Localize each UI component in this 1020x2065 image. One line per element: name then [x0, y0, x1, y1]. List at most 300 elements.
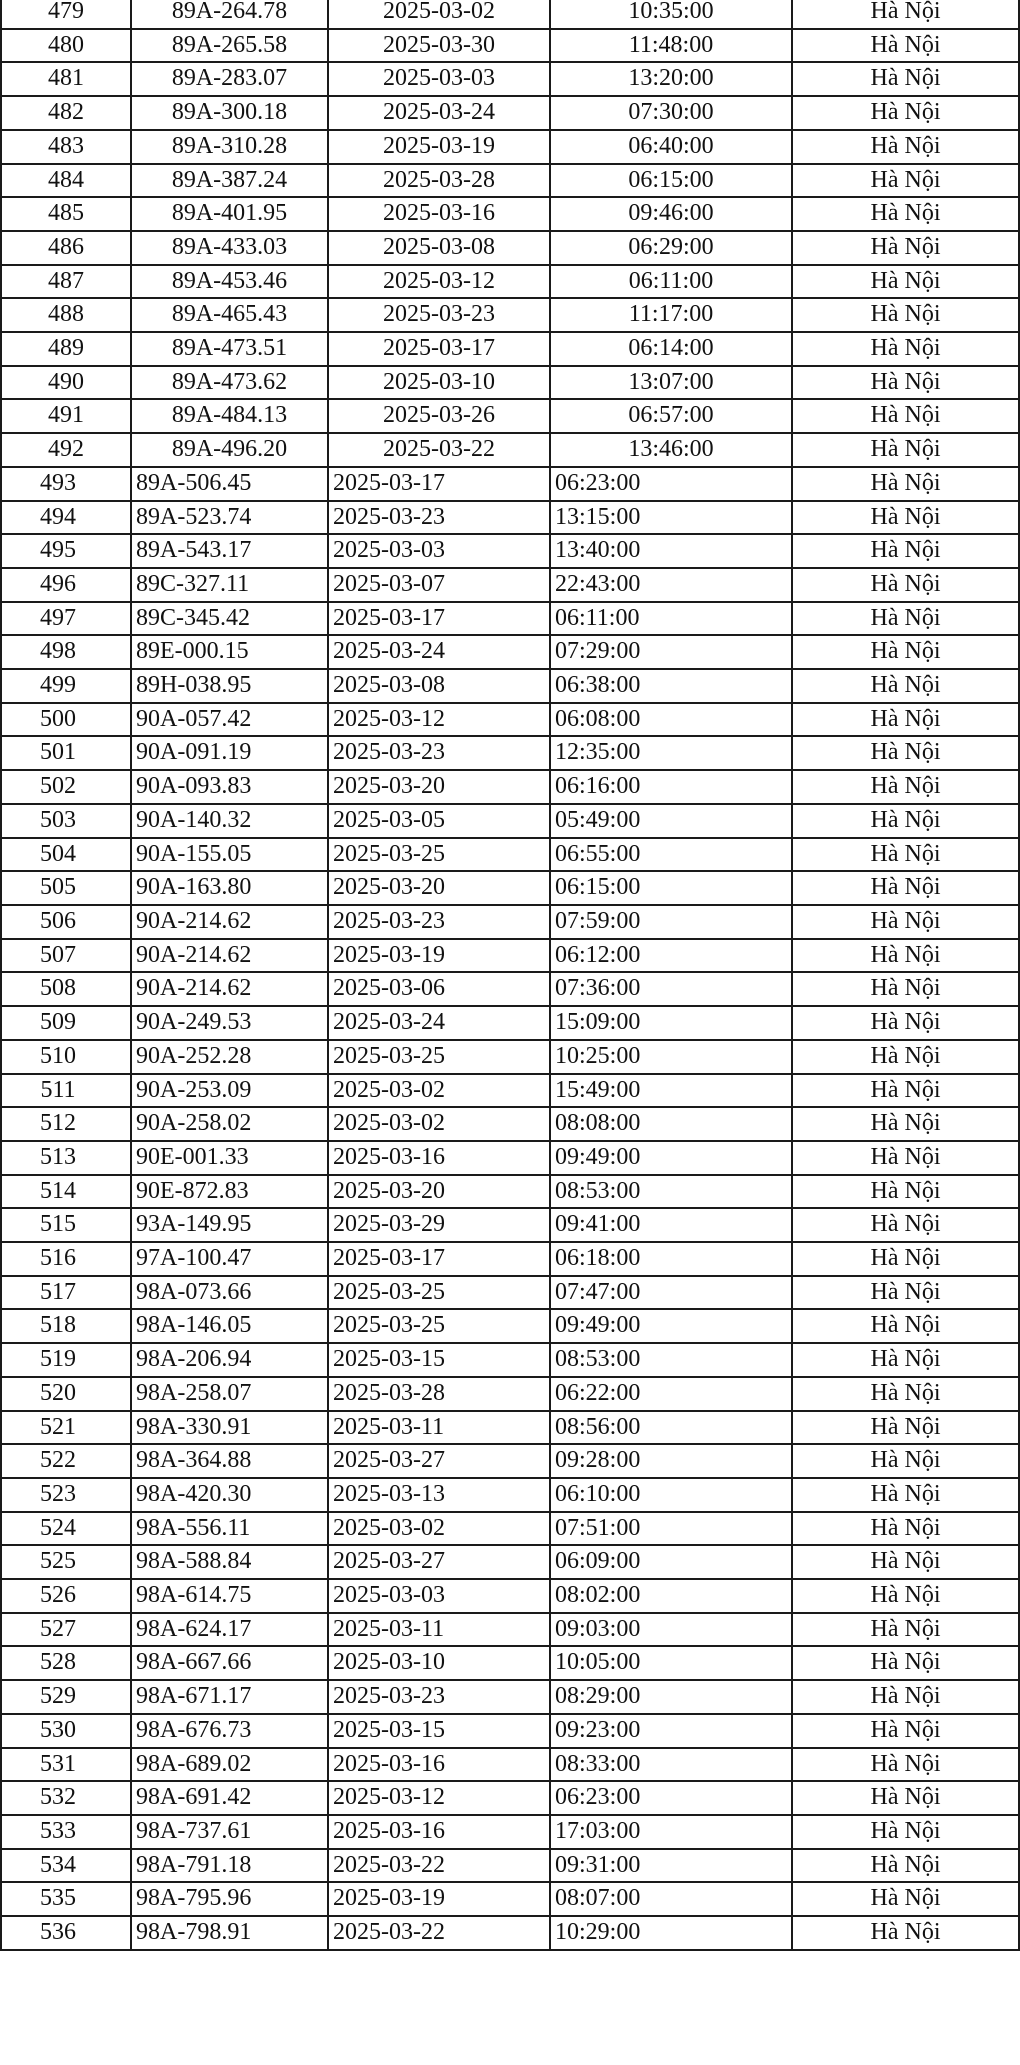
cell-stt: 532: [1, 1781, 131, 1815]
cell-date: 2025-03-15: [328, 1343, 550, 1377]
cell-time: 06:23:00: [550, 467, 792, 501]
cell-time: 08:53:00: [550, 1343, 792, 1377]
cell-plate-number: 89A-387.24: [131, 164, 328, 198]
cell-province: Hà Nội: [792, 736, 1019, 770]
cell-date: 2025-03-02: [328, 1074, 550, 1108]
cell-province: Hà Nội: [792, 1478, 1019, 1512]
cell-stt: 531: [1, 1748, 131, 1782]
cell-time: 09:46:00: [550, 197, 792, 231]
cell-time: 09:49:00: [550, 1141, 792, 1175]
cell-stt: 530: [1, 1714, 131, 1748]
cell-plate-number: 90A-214.62: [131, 972, 328, 1006]
cell-plate-number: 89A-523.74: [131, 501, 328, 535]
cell-time: 06:57:00: [550, 399, 792, 433]
cell-stt: 492: [1, 433, 131, 467]
cell-province: Hà Nội: [792, 62, 1019, 96]
table-row: [1, 972, 1019, 1006]
cell-date: 2025-03-06: [328, 972, 550, 1006]
cell-stt: 527: [1, 1613, 131, 1647]
cell-stt: 518: [1, 1309, 131, 1343]
cell-time: 07:36:00: [550, 972, 792, 1006]
cell-stt: 517: [1, 1276, 131, 1310]
cell-stt: 488: [1, 298, 131, 332]
cell-time: 08:56:00: [550, 1411, 792, 1445]
cell-time: 13:07:00: [550, 366, 792, 400]
cell-province: Hà Nội: [792, 1040, 1019, 1074]
cell-stt: 501: [1, 736, 131, 770]
cell-province: Hà Nội: [792, 433, 1019, 467]
cell-province: Hà Nội: [792, 1242, 1019, 1276]
cell-date: 2025-03-23: [328, 501, 550, 535]
cell-time: 13:46:00: [550, 433, 792, 467]
cell-date: 2025-03-16: [328, 197, 550, 231]
cell-plate-number: 98A-364.88: [131, 1444, 328, 1478]
table-row: [1, 29, 1019, 63]
cell-stt: 502: [1, 770, 131, 804]
table-row: [1, 1377, 1019, 1411]
table-row: [1, 1276, 1019, 1310]
cell-stt: 508: [1, 972, 131, 1006]
cell-date: 2025-03-17: [328, 332, 550, 366]
cell-stt: 514: [1, 1175, 131, 1209]
cell-time: 10:05:00: [550, 1646, 792, 1680]
cell-province: Hà Nội: [792, 1141, 1019, 1175]
table-row: [1, 1309, 1019, 1343]
cell-date: 2025-03-03: [328, 534, 550, 568]
table-row: [1, 1714, 1019, 1748]
cell-stt: 490: [1, 366, 131, 400]
cell-province: Hà Nội: [792, 1377, 1019, 1411]
cell-province: Hà Nội: [792, 1444, 1019, 1478]
cell-province: Hà Nội: [792, 1849, 1019, 1883]
cell-plate-number: 89A-473.51: [131, 332, 328, 366]
table-row: [1, 838, 1019, 872]
cell-plate-number: 98A-795.96: [131, 1882, 328, 1916]
cell-province: Hà Nội: [792, 1882, 1019, 1916]
cell-time: 06:12:00: [550, 939, 792, 973]
cell-stt: 510: [1, 1040, 131, 1074]
cell-stt: 503: [1, 804, 131, 838]
table-row: [1, 62, 1019, 96]
cell-plate-number: 98A-671.17: [131, 1680, 328, 1714]
cell-stt: 523: [1, 1478, 131, 1512]
table-row: [1, 467, 1019, 501]
cell-time: 09:31:00: [550, 1849, 792, 1883]
cell-plate-number: 90A-214.62: [131, 939, 328, 973]
cell-stt: 535: [1, 1882, 131, 1916]
cell-province: Hà Nội: [792, 1646, 1019, 1680]
cell-plate-number: 89A-401.95: [131, 197, 328, 231]
cell-date: 2025-03-26: [328, 399, 550, 433]
cell-stt: 516: [1, 1242, 131, 1276]
table-row: [1, 1478, 1019, 1512]
cell-plate-number: 89A-473.62: [131, 366, 328, 400]
cell-province: Hà Nội: [792, 635, 1019, 669]
cell-province: Hà Nội: [792, 1309, 1019, 1343]
cell-plate-number: 89A-506.45: [131, 467, 328, 501]
cell-province: Hà Nội: [792, 1276, 1019, 1310]
cell-province: Hà Nội: [792, 1781, 1019, 1815]
table-row: [1, 298, 1019, 332]
table-row: [1, 1849, 1019, 1883]
cell-stt: 533: [1, 1815, 131, 1849]
cell-stt: 486: [1, 231, 131, 265]
cell-stt: 524: [1, 1512, 131, 1546]
cell-time: 09:28:00: [550, 1444, 792, 1478]
cell-time: 06:22:00: [550, 1377, 792, 1411]
cell-date: 2025-03-23: [328, 905, 550, 939]
cell-stt: 483: [1, 130, 131, 164]
table-row: [1, 1040, 1019, 1074]
cell-plate-number: 98A-258.07: [131, 1377, 328, 1411]
table-row: [1, 1613, 1019, 1647]
table-row: [1, 635, 1019, 669]
table-row: [1, 1815, 1019, 1849]
table-row: [1, 433, 1019, 467]
cell-province: Hà Nội: [792, 1074, 1019, 1108]
cell-province: Hà Nội: [792, 838, 1019, 872]
cell-stt: 520: [1, 1377, 131, 1411]
table-row: [1, 736, 1019, 770]
cell-date: 2025-03-19: [328, 130, 550, 164]
cell-date: 2025-03-27: [328, 1545, 550, 1579]
cell-stt: 481: [1, 62, 131, 96]
table-row: [1, 703, 1019, 737]
cell-plate-number: 98A-146.05: [131, 1309, 328, 1343]
cell-time: 06:23:00: [550, 1781, 792, 1815]
cell-plate-number: 89E-000.15: [131, 635, 328, 669]
cell-plate-number: 98A-556.11: [131, 1512, 328, 1546]
cell-date: 2025-03-24: [328, 635, 550, 669]
cell-stt: 491: [1, 399, 131, 433]
cell-time: 06:11:00: [550, 265, 792, 299]
cell-plate-number: 89A-543.17: [131, 534, 328, 568]
cell-date: 2025-03-17: [328, 602, 550, 636]
cell-stt: 512: [1, 1107, 131, 1141]
cell-stt: 513: [1, 1141, 131, 1175]
cell-time: 06:15:00: [550, 164, 792, 198]
cell-province: Hà Nội: [792, 568, 1019, 602]
table-row: [1, 96, 1019, 130]
cell-stt: 482: [1, 96, 131, 130]
cell-date: 2025-03-16: [328, 1748, 550, 1782]
table-row: [1, 1411, 1019, 1445]
cell-date: 2025-03-29: [328, 1208, 550, 1242]
cell-plate-number: 90A-163.80: [131, 871, 328, 905]
cell-province: Hà Nội: [792, 1916, 1019, 1950]
table-row: [1, 1882, 1019, 1916]
cell-date: 2025-03-24: [328, 96, 550, 130]
cell-stt: 506: [1, 905, 131, 939]
cell-date: 2025-03-13: [328, 1478, 550, 1512]
cell-stt: 529: [1, 1680, 131, 1714]
table-row: [1, 164, 1019, 198]
cell-time: 06:15:00: [550, 871, 792, 905]
cell-time: 07:47:00: [550, 1276, 792, 1310]
table-row: [1, 1208, 1019, 1242]
table-row: [1, 534, 1019, 568]
cell-time: 13:20:00: [550, 62, 792, 96]
cell-province: Hà Nội: [792, 1411, 1019, 1445]
cell-stt: 505: [1, 871, 131, 905]
cell-date: 2025-03-10: [328, 1646, 550, 1680]
cell-stt: 511: [1, 1074, 131, 1108]
cell-date: 2025-03-23: [328, 1680, 550, 1714]
table-row: [1, 804, 1019, 838]
table-row: [1, 399, 1019, 433]
cell-time: 09:49:00: [550, 1309, 792, 1343]
cell-stt: 519: [1, 1343, 131, 1377]
cell-province: Hà Nội: [792, 1815, 1019, 1849]
cell-date: 2025-03-22: [328, 1916, 550, 1950]
cell-time: 09:41:00: [550, 1208, 792, 1242]
cell-time: 09:03:00: [550, 1613, 792, 1647]
cell-province: Hà Nội: [792, 939, 1019, 973]
cell-stt: 487: [1, 265, 131, 299]
cell-plate-number: 98A-614.75: [131, 1579, 328, 1613]
cell-time: 08:07:00: [550, 1882, 792, 1916]
cell-plate-number: 90A-155.05: [131, 838, 328, 872]
cell-province: Hà Nội: [792, 467, 1019, 501]
cell-time: 10:29:00: [550, 1916, 792, 1950]
table-row: [1, 130, 1019, 164]
cell-date: 2025-03-02: [328, 1512, 550, 1546]
cell-stt: 489: [1, 332, 131, 366]
cell-time: 05:49:00: [550, 804, 792, 838]
cell-province: Hà Nội: [792, 669, 1019, 703]
cell-time: 06:08:00: [550, 703, 792, 737]
cell-province: Hà Nội: [792, 1680, 1019, 1714]
cell-province: Hà Nội: [792, 231, 1019, 265]
cell-plate-number: 89C-345.42: [131, 602, 328, 636]
cell-plate-number: 90E-001.33: [131, 1141, 328, 1175]
cell-plate-number: 98A-691.42: [131, 1781, 328, 1815]
cell-province: Hà Nội: [792, 1545, 1019, 1579]
cell-plate-number: 89A-283.07: [131, 62, 328, 96]
cell-plate-number: 97A-100.47: [131, 1242, 328, 1276]
cell-stt: 485: [1, 197, 131, 231]
cell-time: 06:55:00: [550, 838, 792, 872]
cell-plate-number: 89A-433.03: [131, 231, 328, 265]
cell-date: 2025-03-19: [328, 939, 550, 973]
cell-stt: 497: [1, 602, 131, 636]
cell-plate-number: 89A-300.18: [131, 96, 328, 130]
cell-plate-number: 98A-667.66: [131, 1646, 328, 1680]
cell-time: 09:23:00: [550, 1714, 792, 1748]
cell-province: Hà Nội: [792, 972, 1019, 1006]
cell-plate-number: 90A-258.02: [131, 1107, 328, 1141]
cell-province: Hà Nội: [792, 265, 1019, 299]
cell-date: 2025-03-24: [328, 1006, 550, 1040]
table-row: [1, 871, 1019, 905]
cell-date: 2025-03-30: [328, 29, 550, 63]
cell-date: 2025-03-12: [328, 265, 550, 299]
cell-plate-number: 90A-214.62: [131, 905, 328, 939]
cell-date: 2025-03-22: [328, 1849, 550, 1883]
cell-stt: 498: [1, 635, 131, 669]
cell-plate-number: 89A-264.78: [131, 0, 328, 29]
cell-date: 2025-03-02: [328, 1107, 550, 1141]
cell-date: 2025-03-23: [328, 736, 550, 770]
cell-plate-number: 98A-791.18: [131, 1849, 328, 1883]
cell-time: 07:51:00: [550, 1512, 792, 1546]
cell-stt: 500: [1, 703, 131, 737]
cell-plate-number: 98A-420.30: [131, 1478, 328, 1512]
cell-stt: 480: [1, 29, 131, 63]
cell-time: 22:43:00: [550, 568, 792, 602]
cell-province: Hà Nội: [792, 501, 1019, 535]
cell-plate-number: 89A-310.28: [131, 130, 328, 164]
cell-plate-number: 98A-798.91: [131, 1916, 328, 1950]
cell-time: 17:03:00: [550, 1815, 792, 1849]
cell-plate-number: 89A-496.20: [131, 433, 328, 467]
cell-time: 12:35:00: [550, 736, 792, 770]
cell-time: 10:35:00: [550, 0, 792, 29]
cell-province: Hà Nội: [792, 366, 1019, 400]
table-row: [1, 770, 1019, 804]
cell-plate-number: 89A-453.46: [131, 265, 328, 299]
table-row: [1, 568, 1019, 602]
table-row: [1, 1916, 1019, 1950]
cell-stt: 494: [1, 501, 131, 535]
cell-time: 06:16:00: [550, 770, 792, 804]
cell-stt: 536: [1, 1916, 131, 1950]
cell-time: 06:11:00: [550, 602, 792, 636]
cell-province: Hà Nội: [792, 96, 1019, 130]
cell-date: 2025-03-28: [328, 1377, 550, 1411]
cell-province: Hà Nội: [792, 1512, 1019, 1546]
table-row: [1, 332, 1019, 366]
cell-plate-number: 89H-038.95: [131, 669, 328, 703]
cell-date: 2025-03-28: [328, 164, 550, 198]
cell-province: Hà Nội: [792, 602, 1019, 636]
table-row: [1, 1680, 1019, 1714]
cell-province: Hà Nội: [792, 1107, 1019, 1141]
cell-plate-number: 90A-057.42: [131, 703, 328, 737]
cell-province: Hà Nội: [792, 332, 1019, 366]
cell-province: Hà Nội: [792, 1579, 1019, 1613]
cell-stt: 504: [1, 838, 131, 872]
cell-province: Hà Nội: [792, 399, 1019, 433]
cell-province: Hà Nội: [792, 905, 1019, 939]
cell-date: 2025-03-16: [328, 1815, 550, 1849]
cell-stt: 499: [1, 669, 131, 703]
cell-date: 2025-03-03: [328, 1579, 550, 1613]
table-row: [1, 1006, 1019, 1040]
table-row: [1, 1242, 1019, 1276]
cell-plate-number: 89C-327.11: [131, 568, 328, 602]
cell-stt: 528: [1, 1646, 131, 1680]
cell-time: 08:33:00: [550, 1748, 792, 1782]
cell-time: 06:09:00: [550, 1545, 792, 1579]
cell-time: 08:08:00: [550, 1107, 792, 1141]
cell-province: Hà Nội: [792, 197, 1019, 231]
cell-stt: 496: [1, 568, 131, 602]
cell-plate-number: 98A-073.66: [131, 1276, 328, 1310]
cell-date: 2025-03-20: [328, 871, 550, 905]
cell-date: 2025-03-08: [328, 231, 550, 265]
cell-plate-number: 89A-265.58: [131, 29, 328, 63]
cell-date: 2025-03-25: [328, 1276, 550, 1310]
cell-stt: 493: [1, 467, 131, 501]
table-row: [1, 1074, 1019, 1108]
table-row: [1, 1748, 1019, 1782]
cell-time: 07:59:00: [550, 905, 792, 939]
cell-time: 06:10:00: [550, 1478, 792, 1512]
cell-time: 13:40:00: [550, 534, 792, 568]
cell-time: 07:29:00: [550, 635, 792, 669]
cell-province: Hà Nội: [792, 1208, 1019, 1242]
cell-plate-number: 98A-737.61: [131, 1815, 328, 1849]
table-row: [1, 1512, 1019, 1546]
table-row: [1, 0, 1019, 29]
cell-province: Hà Nội: [792, 298, 1019, 332]
cell-province: Hà Nội: [792, 1613, 1019, 1647]
cell-plate-number: 93A-149.95: [131, 1208, 328, 1242]
cell-time: 06:38:00: [550, 669, 792, 703]
cell-time: 08:53:00: [550, 1175, 792, 1209]
cell-date: 2025-03-20: [328, 1175, 550, 1209]
table-row: [1, 669, 1019, 703]
cell-plate-number: 98A-588.84: [131, 1545, 328, 1579]
table-row: [1, 1175, 1019, 1209]
cell-province: Hà Nội: [792, 1006, 1019, 1040]
cell-plate-number: 89A-465.43: [131, 298, 328, 332]
cell-date: 2025-03-20: [328, 770, 550, 804]
cell-plate-number: 90A-252.28: [131, 1040, 328, 1074]
table-row: [1, 1141, 1019, 1175]
cell-date: 2025-03-12: [328, 703, 550, 737]
table-row: [1, 501, 1019, 535]
cell-province: Hà Nội: [792, 871, 1019, 905]
cell-time: 13:15:00: [550, 501, 792, 535]
cell-date: 2025-03-03: [328, 62, 550, 96]
table-row: [1, 905, 1019, 939]
cell-date: 2025-03-27: [328, 1444, 550, 1478]
cell-time: 06:14:00: [550, 332, 792, 366]
cell-date: 2025-03-08: [328, 669, 550, 703]
cell-time: 15:09:00: [550, 1006, 792, 1040]
table-row: [1, 231, 1019, 265]
table-row: [1, 1107, 1019, 1141]
cell-plate-number: 98A-689.02: [131, 1748, 328, 1782]
cell-province: Hà Nội: [792, 130, 1019, 164]
cell-stt: 525: [1, 1545, 131, 1579]
cell-stt: 526: [1, 1579, 131, 1613]
table-row: [1, 1444, 1019, 1478]
cell-time: 08:02:00: [550, 1579, 792, 1613]
cell-plate-number: 89A-484.13: [131, 399, 328, 433]
cell-plate-number: 90A-140.32: [131, 804, 328, 838]
table-row: [1, 939, 1019, 973]
cell-province: Hà Nội: [792, 1748, 1019, 1782]
table-row: [1, 265, 1019, 299]
cell-date: 2025-03-07: [328, 568, 550, 602]
cell-province: Hà Nội: [792, 534, 1019, 568]
cell-date: 2025-03-23: [328, 298, 550, 332]
table-row: [1, 1579, 1019, 1613]
cell-plate-number: 90E-872.83: [131, 1175, 328, 1209]
cell-stt: 534: [1, 1849, 131, 1883]
cell-date: 2025-03-11: [328, 1411, 550, 1445]
cell-date: 2025-03-17: [328, 467, 550, 501]
cell-stt: 507: [1, 939, 131, 973]
cell-date: 2025-03-19: [328, 1882, 550, 1916]
cell-province: Hà Nội: [792, 770, 1019, 804]
cell-stt: 495: [1, 534, 131, 568]
cell-time: 11:17:00: [550, 298, 792, 332]
cell-province: Hà Nội: [792, 1714, 1019, 1748]
